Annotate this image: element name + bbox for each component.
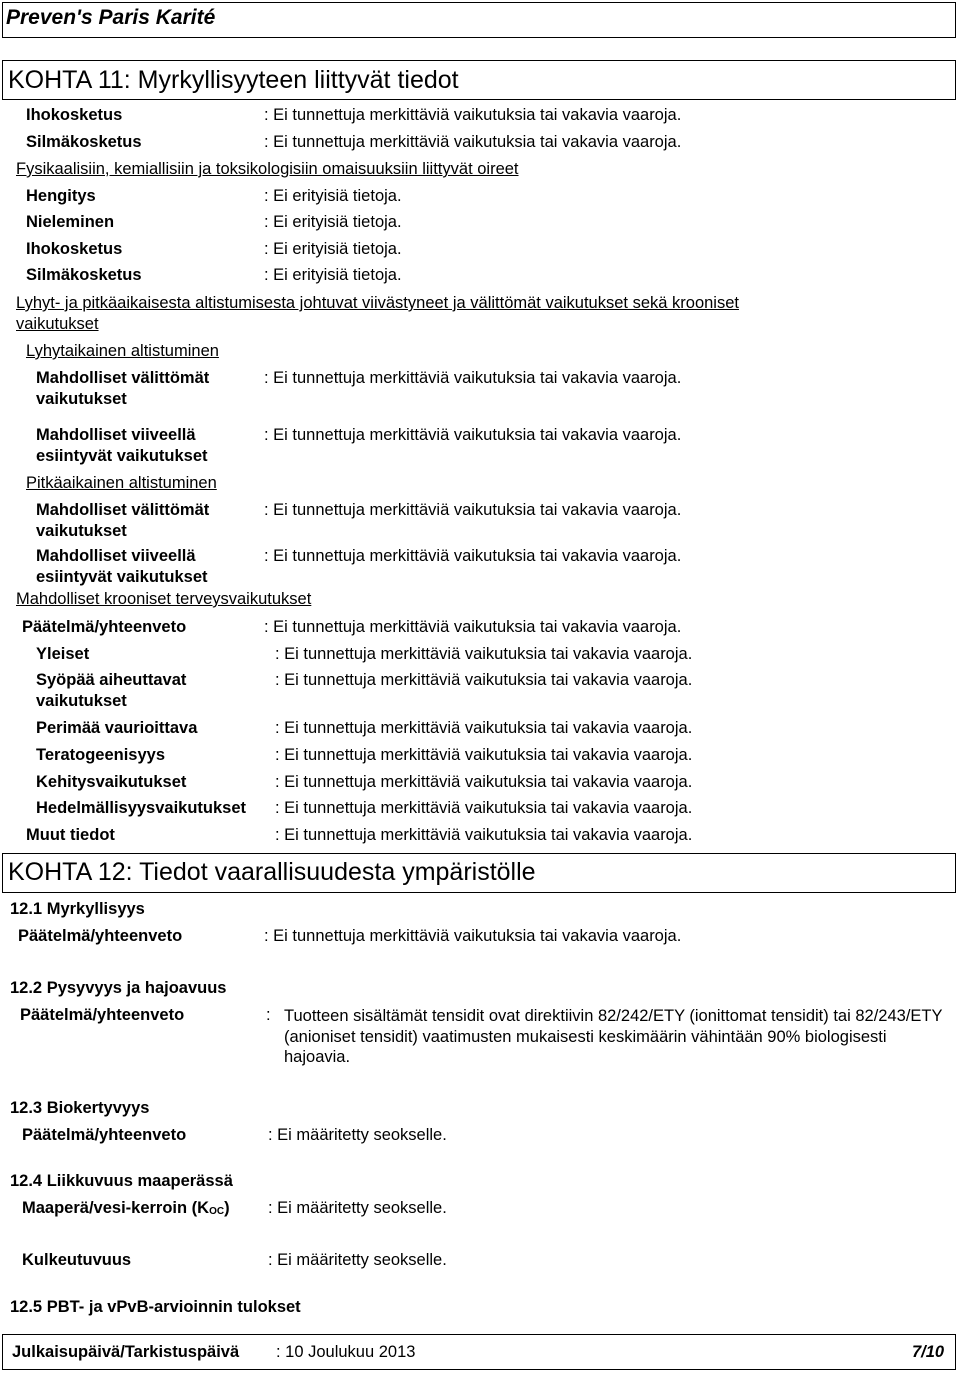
mobility-label: Kulkeutuvuus — [22, 1251, 132, 1269]
row-label-eye: Silmäkosketus — [26, 133, 142, 151]
toxicity-heading: 12.1 Myrkyllisyys — [10, 900, 145, 918]
symptom-label-eye: Silmäkosketus — [26, 266, 142, 284]
symptom-value-skin: : Ei erityisiä tietoja. — [264, 240, 402, 258]
carcinogenicity-value: : Ei tunnettuja merkittäviä vaikutuksia tai vakavia vaaroja. — [275, 671, 693, 689]
fertility-label: Hedelmällisyysvaikutukset — [36, 799, 247, 817]
symptom-label-inhalation: Hengitys — [26, 187, 96, 205]
delayed-effects-heading: Lyhyt- ja pitkäaikaisesta altistumisesta johtuvat viivästyneet ja välittömät vaikutukset sekä krooniset — [16, 294, 739, 312]
long-delayed-label-cont: esiintyvät vaikutukset — [36, 568, 208, 586]
fertility-value: : Ei tunnettuja merkittäviä vaikutuksia tai vakavia vaaroja. — [275, 799, 693, 817]
chronic-heading: Mahdolliset krooniset terveysvaikutukset — [16, 590, 312, 608]
koc-subscript: OC — [209, 1206, 225, 1217]
symptom-value-eye: : Ei erityisiä tietoja. — [264, 266, 402, 284]
section-11-title: KOHTA 11: Myrkyllisyyteen liittyvät tiedot — [8, 66, 459, 94]
carcinogenicity-label-cont: vaikutukset — [36, 692, 127, 710]
mobility-value: : Ei määritetty seokselle. — [268, 1251, 447, 1269]
teratogenicity-label: Teratogeenisyys — [36, 746, 166, 764]
product-title: Preven's Paris Karité — [6, 6, 216, 29]
footer-page-number: 7/10 — [912, 1343, 945, 1361]
bioaccumulation-conclusion-value: : Ei määritetty seokselle. — [268, 1126, 447, 1144]
toxicity-conclusion-value: : Ei tunnettuja merkittäviä vaikutuksia tai vakavia vaaroja. — [264, 927, 682, 945]
persistence-conclusion-value: Tuotteen sisältämät tensidit ovat direktiivin 82/242/ETY (ionittomat tensidit) tai 82/243/ETY (anioniset tensidit) vaatimusten mukaisesti keskimäärin vähintään 90% biologisesti hajoavia. — [284, 1007, 943, 1066]
long-immediate-label-cont: vaikutukset — [36, 522, 127, 540]
section-12-title: KOHTA 12: Tiedot vaarallisuudesta ympäristölle — [8, 858, 536, 886]
mutagenicity-value: : Ei tunnettuja merkittäviä vaikutuksia tai vakavia vaaroja. — [275, 719, 693, 737]
carcinogenicity-label: Syöpää aiheuttavat — [36, 671, 187, 689]
symptoms-heading: Fysikaalisiin, kemiallisiin ja toksikologisiin omaisuuksiin liittyvät oireet — [16, 160, 519, 178]
koc-label-text: Maaperä/vesi-kerroin (K — [22, 1199, 210, 1217]
other-info-value: : Ei tunnettuja merkittäviä vaikutuksia tai vakavia vaaroja. — [275, 826, 693, 844]
short-immediate-value: : Ei tunnettuja merkittäviä vaikutuksia tai vakavia vaaroja. — [264, 369, 682, 387]
delayed-effects-heading-cont: vaikutukset — [16, 315, 99, 333]
persistence-conclusion-label: Päätelmä/yhteenveto — [20, 1006, 185, 1024]
toxicity-conclusion-label: Päätelmä/yhteenveto — [18, 927, 183, 945]
row-label-skin: Ihokosketus — [26, 106, 123, 124]
long-delayed-label: Mahdolliset viiveellä — [36, 547, 196, 565]
long-term-heading: Pitkäaikainen altistuminen — [26, 474, 217, 492]
teratogenicity-value: : Ei tunnettuja merkittäviä vaikutuksia tai vakavia vaaroja. — [275, 746, 693, 764]
developmental-value: : Ei tunnettuja merkittäviä vaikutuksia tai vakavia vaaroja. — [275, 773, 693, 791]
short-immediate-label: Mahdolliset välittömät — [36, 369, 210, 387]
long-immediate-label: Mahdolliset välittömät — [36, 501, 210, 519]
row-value-skin: : Ei tunnettuja merkittäviä vaikutuksia tai vakavia vaaroja. — [264, 106, 682, 124]
persistence-colon: : — [266, 1006, 271, 1024]
short-delayed-label-cont: esiintyvät vaikutukset — [36, 447, 208, 465]
mobility-heading: 12.4 Liikkuvuus maaperässä — [10, 1172, 233, 1190]
general-value: : Ei tunnettuja merkittäviä vaikutuksia tai vakavia vaaroja. — [275, 645, 693, 663]
short-delayed-label: Mahdolliset viiveellä — [36, 426, 196, 444]
developmental-label: Kehitysvaikutukset — [36, 773, 187, 791]
row-value-eye: : Ei tunnettuja merkittäviä vaikutuksia tai vakavia vaaroja. — [264, 133, 682, 151]
chronic-conclusion-label: Päätelmä/yhteenveto — [22, 618, 187, 636]
general-label: Yleiset — [36, 645, 90, 663]
koc-label-close: ) — [224, 1199, 230, 1217]
bioaccumulation-conclusion-label: Päätelmä/yhteenveto — [22, 1126, 187, 1144]
footer-date-label: Julkaisupäivä/Tarkistuspäivä — [12, 1343, 240, 1361]
mutagenicity-label: Perimää vaurioittava — [36, 719, 198, 737]
symptom-label-skin: Ihokosketus — [26, 240, 123, 258]
koc-label — [22, 1199, 230, 1218]
short-delayed-value: : Ei tunnettuja merkittäviä vaikutuksia tai vakavia vaaroja. — [264, 426, 682, 444]
short-immediate-label-cont: vaikutukset — [36, 390, 127, 408]
long-immediate-value: : Ei tunnettuja merkittäviä vaikutuksia tai vakavia vaaroja. — [264, 501, 682, 519]
footer-date-value: : 10 Joulukuu 2013 — [276, 1343, 416, 1361]
symptom-value-ingestion: : Ei erityisiä tietoja. — [264, 213, 402, 231]
symptom-label-ingestion: Nieleminen — [26, 213, 115, 231]
koc-value: : Ei määritetty seokselle. — [268, 1199, 447, 1217]
long-delayed-value: : Ei tunnettuja merkittäviä vaikutuksia tai vakavia vaaroja. — [264, 547, 682, 565]
persistence-heading: 12.2 Pysyvyys ja hajoavuus — [10, 979, 227, 997]
pbt-heading: 12.5 PBT- ja vPvB-arvioinnin tulokset — [10, 1298, 301, 1316]
symptom-value-inhalation: : Ei erityisiä tietoja. — [264, 187, 402, 205]
short-term-heading: Lyhytaikainen altistuminen — [26, 342, 219, 360]
other-info-label: Muut tiedot — [26, 826, 115, 844]
bioaccumulation-heading: 12.3 Biokertyvyys — [10, 1099, 150, 1117]
chronic-conclusion-value: : Ei tunnettuja merkittäviä vaikutuksia tai vakavia vaaroja. — [264, 618, 682, 636]
